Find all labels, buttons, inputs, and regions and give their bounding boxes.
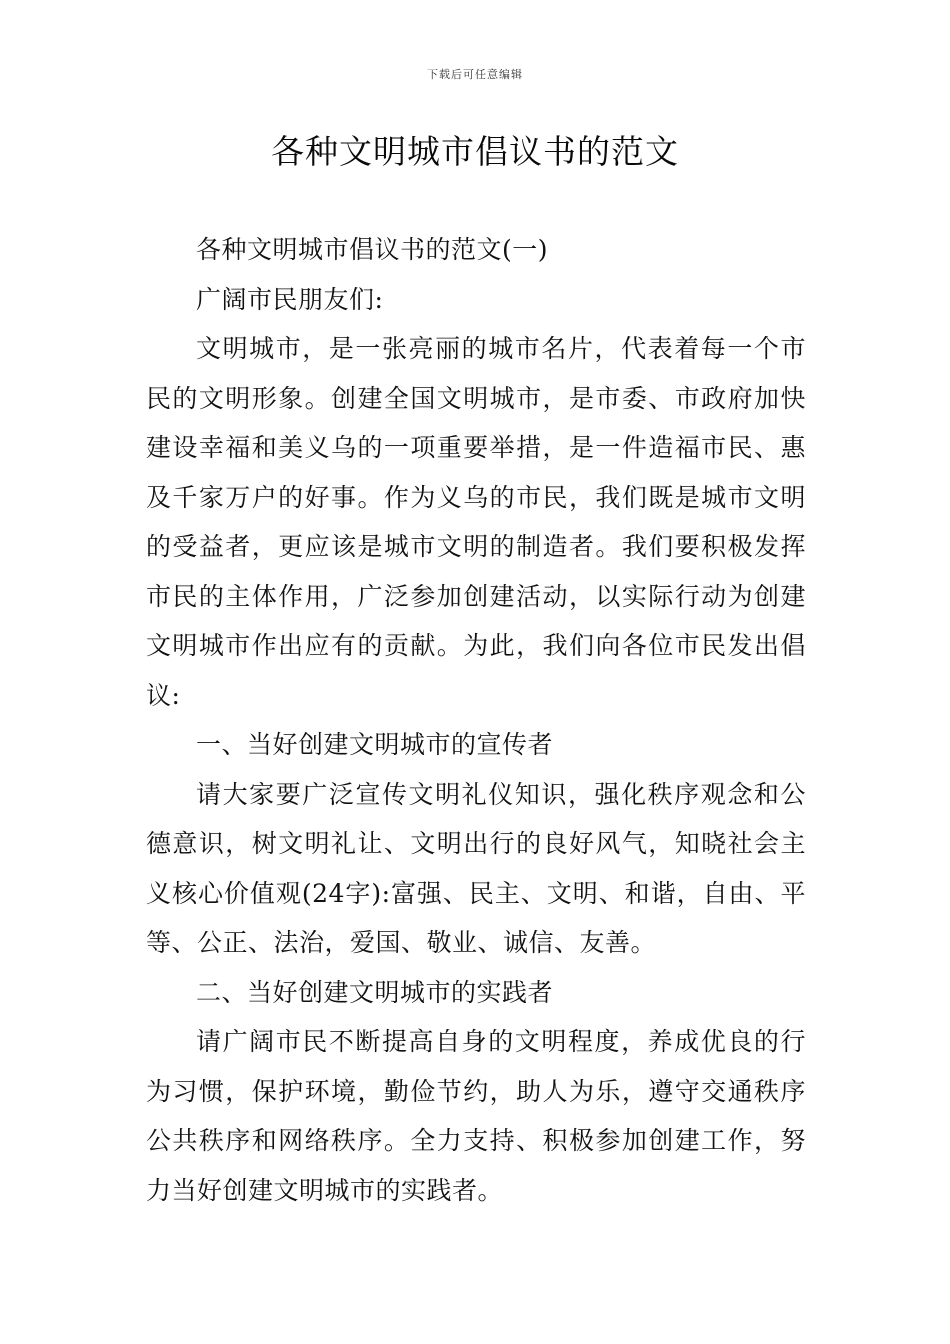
paragraph-section-1: 请大家要广泛宣传文明礼仪知识，强化秩序观念和公德意识，树文明礼让、文明出行的良好风气，知晓社会主义核心价值观(24字):富强、民主、文明、和谐，自由、平等、公正、法治，爱国、敬业、诚信、友善。	[146, 779, 806, 957]
paragraph-subtitle: 各种文明城市倡议书的范文(一)	[196, 235, 549, 264]
document-body	[146, 225, 806, 1215]
paragraph-section-2: 请广阔市民不断提高自身的文明程度，养成优良的行为习惯，保护环境，勤俭节约，助人为乐，遵守交通秩序公共秩序和网络秩序。全力支持、积极参加创建工作，努力当好创建文明城市的实践者。	[146, 1027, 806, 1205]
header-note: 下载后可任意编辑	[427, 68, 523, 81]
paragraph-intro: 文明城市，是一张亮丽的城市名片，代表着每一个市民的文明形象。创建全国文明城市，是市委、市政府加快建设幸福和美义乌的一项重要举措，是一件造福市民、惠及千家万户的好事。作为义乌的市民，我们既是城市文明的受益者，更应该是城市文明的制造者。我们要积极发挥市民的主体作用，广泛参加创建活动，以实际行动为创建文明城市作出应有的贡献。为此，我们向各位市民发出倡议:	[146, 334, 806, 710]
document-title: 各种文明城市倡议书的范文	[271, 132, 679, 171]
section-heading-1: 一、当好创建文明城市的宣传者	[196, 730, 554, 759]
paragraph-salutation: 广阔市民朋友们:	[196, 284, 384, 314]
section-heading-2: 二、当好创建文明城市的实践者	[196, 977, 554, 1007]
